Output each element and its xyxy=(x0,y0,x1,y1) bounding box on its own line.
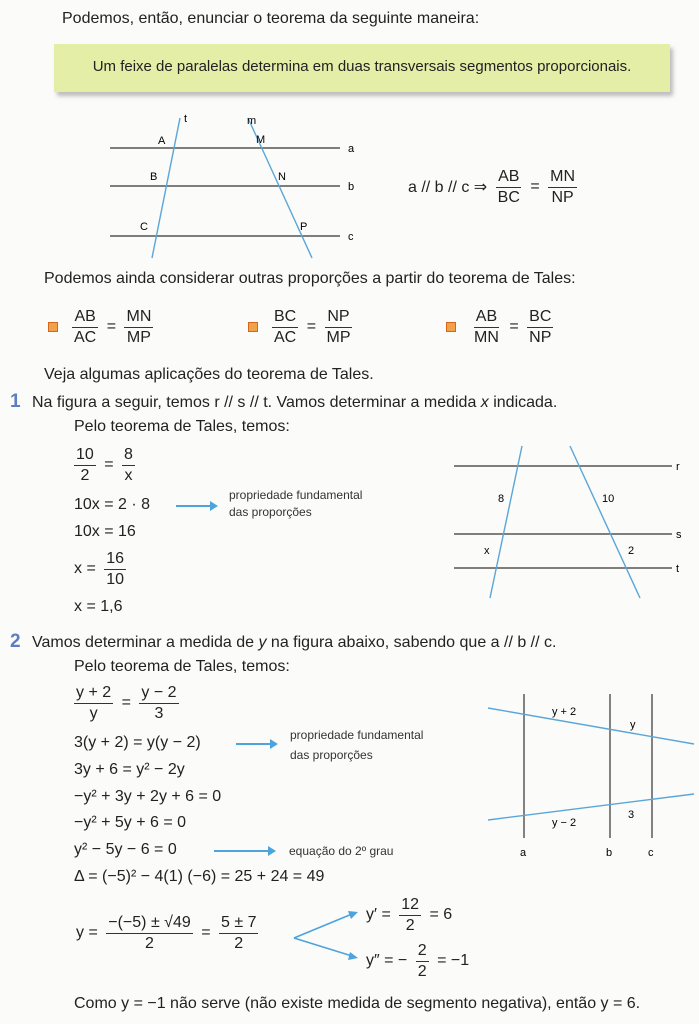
label-8: 8 xyxy=(498,493,505,505)
proportion-1: $\frac{AB}{AC}$ = $\frac{MN}{MP}$ xyxy=(74,308,152,346)
label-c: c xyxy=(348,231,354,243)
label-10: 10 xyxy=(602,493,615,505)
label-b2: b xyxy=(606,847,613,859)
label-P: P xyxy=(300,221,308,233)
y-double-prime-result: y″ = − $\frac{2}{2}$ = −1 xyxy=(366,942,470,980)
ex2-step-2: 3(y + 2) = y(y − 2) xyxy=(74,734,201,751)
example-2-number: 2 xyxy=(10,631,21,652)
ex1-step-1: $\frac{10}{2}$ = $\frac{8}{x}$ xyxy=(76,446,133,484)
theorem-text: Um feixe de paralelas determina em duas transversais segmentos proporcionais. xyxy=(92,58,632,75)
ex1-note-line-1: propriedade fundamental xyxy=(229,488,363,502)
intro-text: Podemos, então, enunciar o teorema da seguinte maneira: xyxy=(62,10,480,27)
ex2-note2: equação do 2º grau xyxy=(289,844,394,858)
arrow-icon xyxy=(236,743,272,745)
bullet-icon xyxy=(446,322,456,332)
label-m: m xyxy=(247,115,257,127)
arrow-icon xyxy=(176,505,212,507)
label-y: y xyxy=(630,719,636,731)
label-2: 2 xyxy=(628,545,635,557)
label-M: M xyxy=(256,134,266,146)
ex1-step-3: 10x = 16 xyxy=(74,523,136,540)
fraction-mn-np: $\frac{MN}{NP}$ xyxy=(550,168,576,206)
example-1-number: 1 xyxy=(10,391,21,412)
thales-figure-3 xyxy=(484,688,696,860)
ex2-step-7: Δ = (−5)² − 4(1) (−6) = 25 + 24 = 49 xyxy=(74,868,325,885)
label-b: b xyxy=(348,181,355,193)
label-3: 3 xyxy=(628,809,635,821)
label-y-plus-2: y + 2 xyxy=(552,706,577,718)
bhaskara-formula: y = $\frac{-(-5) \pm √49}{2}$ = $\frac{5 \pm 7}{2}$ xyxy=(76,914,257,952)
label-a2: a xyxy=(520,847,527,859)
example-1-statement: Na figura a seguir, temos r // s // t. Vamos determinar a medida x indicada. xyxy=(32,394,558,411)
ex1-note-line-2: das proporções xyxy=(229,505,312,519)
label-y-minus-2: y − 2 xyxy=(552,817,577,829)
branch-arrows-icon xyxy=(292,908,362,964)
label-r: r xyxy=(676,461,680,473)
theorem-box xyxy=(54,44,670,92)
ex1-step-4: x = $\frac{16}{10}$ xyxy=(74,550,125,588)
proportion-2: $\frac{BC}{AC}$ = $\frac{NP}{MP}$ xyxy=(274,308,351,346)
thales-figure-1 xyxy=(100,108,370,268)
label-t: t xyxy=(184,113,188,125)
conclusion-text: Como y = −1 não serve (não existe medida de segmento negativa), então y = 6. xyxy=(74,995,641,1012)
ex2-step-6: y² − 5y − 6 = 0 xyxy=(74,841,177,858)
thales-figure-2 xyxy=(452,440,687,600)
ex2-step-4: −y² + 3y + 2y + 6 = 0 xyxy=(74,788,222,805)
example-1-by-thales: Pelo teorema de Tales, temos: xyxy=(74,418,290,435)
proportion-3: $\frac{AB}{MN}$ = $\frac{BC}{NP}$ xyxy=(474,308,552,346)
bullet-icon xyxy=(248,322,258,332)
label-c2: c xyxy=(648,847,654,859)
ex2-step-3: 3y + 6 = y² − 2y xyxy=(74,761,185,778)
label-A: A xyxy=(158,135,166,147)
applications-text: Veja algumas aplicações do teorema de Tales. xyxy=(44,366,374,383)
label-N: N xyxy=(278,171,286,183)
fraction-ab-bc: $\frac{AB}{BC}$ xyxy=(497,168,520,206)
more-proportions-text: Podemos ainda considerar outras proporções a partir do teorema de Tales: xyxy=(44,270,576,287)
example-2-by-thales: Pelo teorema de Tales, temos: xyxy=(74,658,290,675)
label-t2: t xyxy=(676,563,680,575)
ex1-step-5: x = 1,6 xyxy=(74,598,123,615)
label-B: B xyxy=(150,171,158,183)
ex1-step-2: 10x = 2 · 8 xyxy=(74,496,151,513)
relation-prefix: a // b // c ⇒ xyxy=(408,179,488,197)
ex2-step-5: −y² + 5y + 6 = 0 xyxy=(74,814,187,831)
ex2-note1-line-1: propriedade fundamental xyxy=(290,728,424,742)
y-prime-result: y′ = $\frac{12}{2}$ = 6 xyxy=(366,896,453,934)
label-s: s xyxy=(676,529,682,541)
proportion-relation: a // b // c ⇒ $\frac{AB}{BC}$ = $\frac{MN}{NP}$ xyxy=(408,168,576,206)
arrow-icon xyxy=(214,850,270,852)
label-a: a xyxy=(348,143,355,155)
label-C: C xyxy=(140,221,148,233)
ex2-step-1: $\frac{y + 2}{y}$ = $\frac{y - 2}{3}$ xyxy=(76,684,177,722)
label-x: x xyxy=(484,545,490,557)
bullet-icon xyxy=(48,322,58,332)
example-2-statement: Vamos determinar a medida de y na figura abaixo, sabendo que a // b // c. xyxy=(32,634,557,651)
ex2-note1-line-2: das proporções xyxy=(290,748,373,762)
